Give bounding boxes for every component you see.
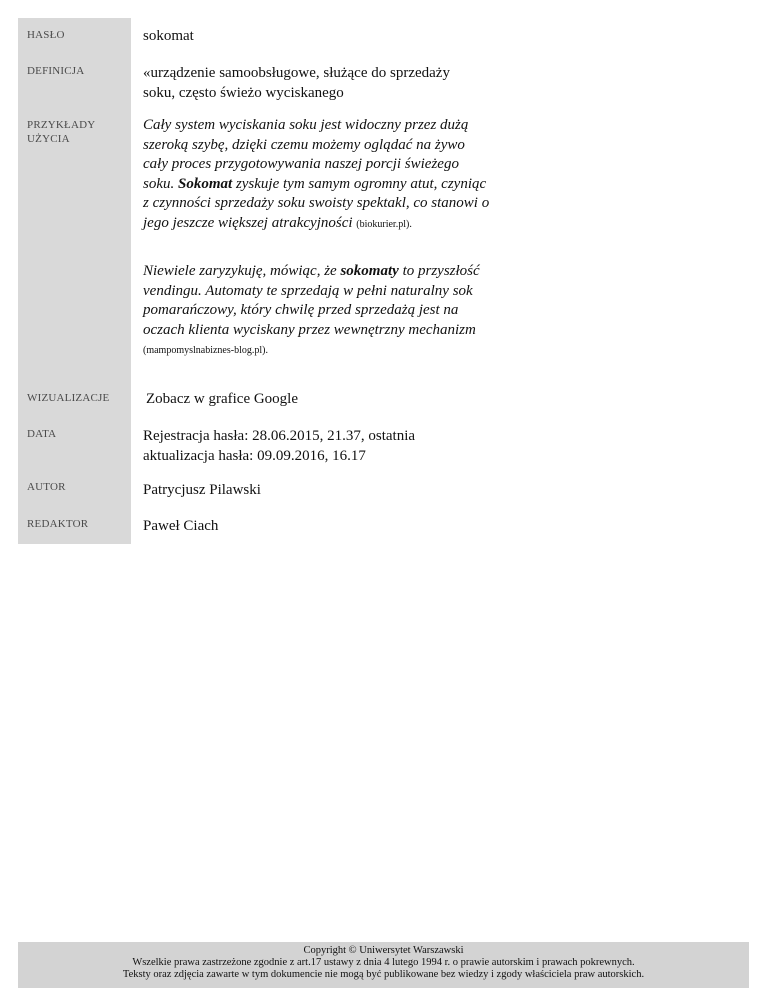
example-text: Cały system wyciskania soku jest widoczny przez dużą szeroką szybę, dzięki czemu możemy oglądać na żywo cały proces przygotowywania naszej porcji świeżego soku. — [143, 117, 469, 192]
google-images-link[interactable] — [146, 389, 496, 409]
label-przyklady — [27, 118, 95, 146]
example-keyword: Sokomat — [178, 175, 233, 192]
entry-definition — [143, 63, 493, 103]
label-haslo: HASŁO — [27, 29, 65, 41]
definition-line-2: soku, często świeżo wyciskanego — [143, 85, 344, 101]
example-source: (mampomyslnabiznes-blog.pl). — [143, 345, 268, 356]
footer-copyright: Copyright © Uniwersytet Warszawski — [303, 945, 464, 956]
label-wizualizacje: WIZUALIZACJE — [27, 392, 110, 404]
entry-editor: Paweł Ciach — [143, 518, 219, 534]
google-images-link-text[interactable]: Zobacz w grafice Google — [146, 391, 299, 407]
copyright-footer — [18, 942, 749, 988]
label-autor: AUTOR — [27, 481, 66, 493]
label-redaktor: REDAKTOR — [27, 518, 89, 530]
example-source: (biokurier.pl). — [356, 218, 412, 230]
example-text: zyskuje tym samym ogromny atut, czyniąc z czynności sprzedaży soku swoisty spektakl, co stanowi o jego jeszcze większej atrakcyjności — [143, 175, 490, 231]
example-text: Niewiele zaryzykuję, mówiąc, że — [143, 263, 341, 279]
date-line-1: Rejestracja hasła: 28.06.2015, 21.37, ostatnia — [143, 428, 416, 444]
entry-headword: sokomat — [143, 28, 194, 44]
usage-example-1 — [143, 116, 493, 234]
example-keyword: sokomaty — [340, 263, 399, 279]
footer-rights: Wszelkie prawa zastrzeżone zgodnie z art.17 ustawy z dnia 4 lutego 1994 r. o prawie autorskim i prawach pokrewnych. — [132, 957, 635, 968]
usage-example-2 — [143, 262, 493, 361]
label-definicja: DEFINICJA — [27, 65, 85, 77]
date-line-2: aktualizacja hasła: 09.09.2016, 16.17 — [143, 448, 366, 464]
example-text: to przyszłość vendingu. Automaty te sprzedają w pełni naturalny sok pomarańczowy, który chwilę przed sprzedażą jest na oczach klienta wyciskany przez wewnętrzny mechanizm — [143, 263, 480, 338]
footer-notice: Teksty oraz zdjęcia zawarte w tym dokumencie nie mogą być publikowane bez wiedzy i zgody właściciela praw autorskich. — [122, 969, 645, 980]
label-przyklady-line-2: UŻYCIA — [27, 133, 70, 145]
entry-dates — [143, 426, 493, 466]
label-data: DATA — [27, 428, 57, 440]
definition-line-1: «urządzenie samoobsługowe, służące do sprzedaży — [143, 65, 450, 81]
label-column — [18, 18, 131, 544]
entry-author: Patrycjusz Pilawski — [143, 482, 261, 498]
label-przyklady-line-1: PRZYKŁADY — [27, 119, 96, 131]
